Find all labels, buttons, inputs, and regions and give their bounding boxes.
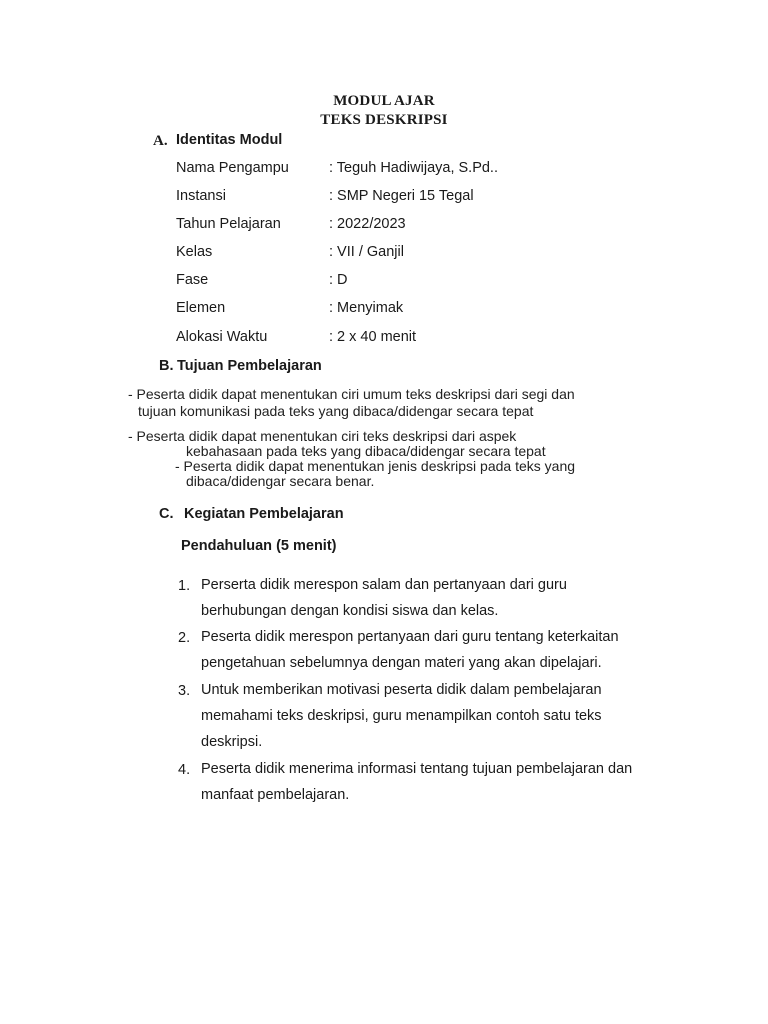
row-value-tahun-pelajaran: : 2022/2023	[329, 216, 406, 232]
row-label-kelas: Kelas	[176, 244, 213, 260]
section-b-letter: B.	[159, 358, 174, 374]
goal-3-line-2: dibaca/didengar secara benar.	[186, 473, 375, 489]
pendahuluan-subheading: Pendahuluan (5 menit)	[181, 538, 337, 554]
list-item-number: 4.	[178, 762, 191, 778]
section-a-heading: Identitas Modul	[176, 132, 283, 148]
row-value-instansi: : SMP Negeri 15 Tegal	[329, 188, 474, 204]
list-item-line: memahami teks deskripsi, guru menampilkan contoh satu teks	[201, 708, 602, 724]
document-title: MODUL AJAR	[333, 93, 435, 109]
list-item-line: Peserta didik merespon pertanyaan dari guru tentang keterkaitan	[201, 629, 619, 645]
list-item-line: Untuk memberikan motivasi peserta didik dalam pembelajaran	[201, 682, 602, 698]
list-item	[201, 756, 671, 808]
row-label-elemen: Elemen	[176, 300, 226, 316]
list-item	[201, 572, 671, 624]
goal-2-line-1: - Peserta didik dapat menentukan ciri teks deskripsi dari aspek	[128, 428, 517, 444]
list-item-line: deskripsi.	[201, 734, 263, 750]
section-c-heading: Kegiatan Pembelajaran	[184, 506, 344, 522]
list-item	[201, 677, 671, 755]
row-value-fase: : D	[329, 272, 348, 288]
list-item-line: manfaat pembelajaran.	[201, 787, 350, 803]
list-item-line: Perserta didik merespon salam dan pertanyaan dari guru	[201, 577, 567, 593]
list-item-line: Peserta didik menerima informasi tentang tujuan pembelajaran dan	[201, 761, 633, 777]
row-value-elemen: : Menyimak	[329, 300, 404, 316]
row-label-instansi: Instansi	[176, 188, 226, 204]
section-b-heading: Tujuan Pembelajaran	[177, 358, 322, 374]
list-item-number: 2.	[178, 630, 191, 646]
row-value-kelas: : VII / Ganjil	[329, 244, 404, 260]
goal-1-line-2: tujuan komunikasi pada teks yang dibaca/didengar secara tepat	[138, 403, 534, 419]
row-label-nama-pengampu: Nama Pengampu	[176, 160, 289, 176]
row-label-alokasi-waktu: Alokasi Waktu	[176, 329, 268, 345]
list-item-line: pengetahuan sebelumnya dengan materi yang akan dipelajari.	[201, 655, 602, 671]
document-subtitle: TEKS DESKRIPSI	[320, 112, 448, 128]
row-value-nama-pengampu: : Teguh Hadiwijaya, S.Pd..	[329, 160, 498, 176]
goal-3-line-1: - Peserta didik dapat menentukan jenis deskripsi pada teks yang	[175, 458, 576, 474]
row-value-alokasi-waktu: : 2 x 40 menit	[329, 329, 417, 345]
section-c-letter: C.	[159, 506, 174, 522]
list-item-line: berhubungan dengan kondisi siswa dan kelas.	[201, 603, 499, 619]
goal-1-line-1: - Peserta didik dapat menentukan ciri umum teks deskripsi dari segi dan	[128, 386, 575, 402]
row-label-fase: Fase	[176, 272, 209, 288]
list-item-number: 3.	[178, 683, 191, 699]
list-item	[201, 624, 671, 676]
section-a-letter: A.	[153, 133, 168, 149]
row-label-tahun-pelajaran: Tahun Pelajaran	[176, 216, 281, 232]
list-item-number: 1.	[178, 578, 191, 594]
goal-2-line-2: kebahasaan pada teks yang dibaca/didengar secara tepat	[186, 443, 546, 459]
